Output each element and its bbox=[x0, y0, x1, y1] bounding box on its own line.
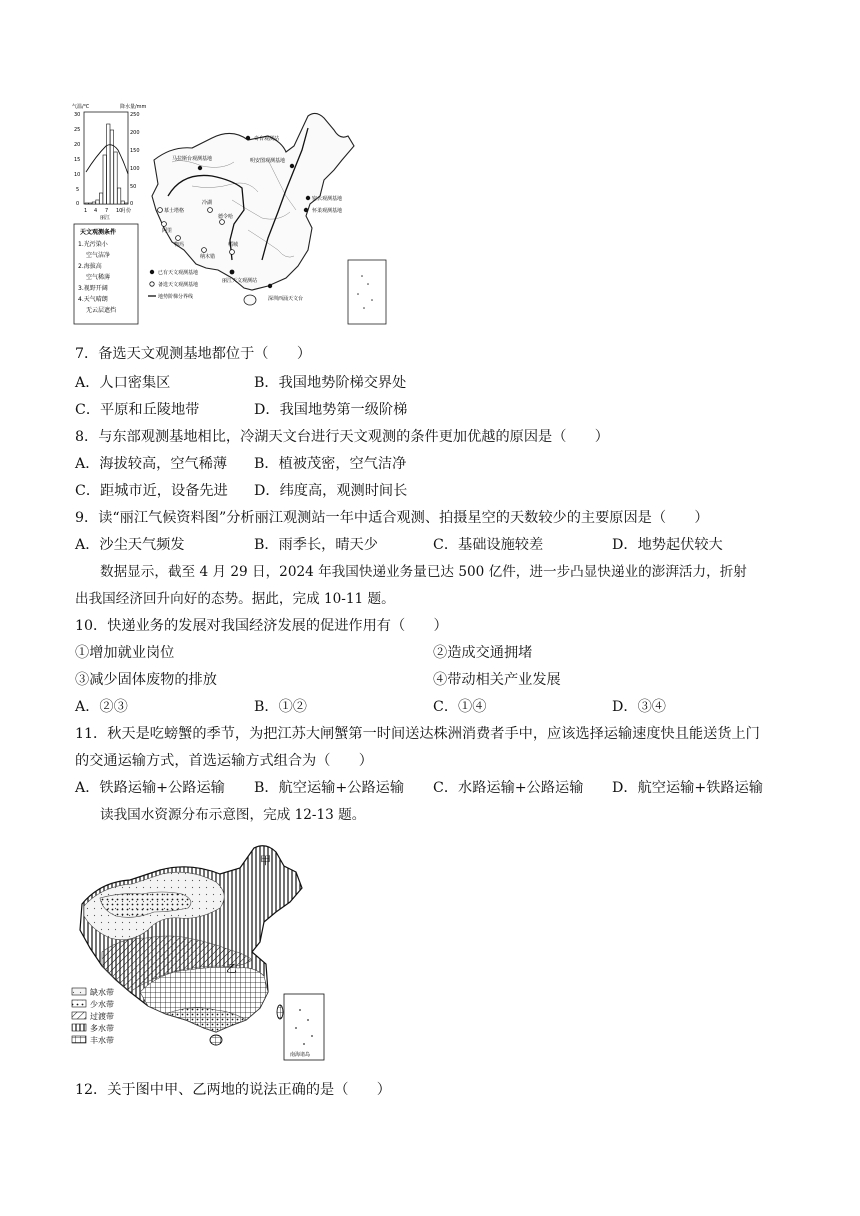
astronomy-map-svg bbox=[72, 100, 392, 332]
inset-label: 南海诸岛 bbox=[290, 1052, 311, 1058]
q10-statement-3: ③减少固体废物的排放 bbox=[75, 672, 217, 688]
lijiang-climate-chart bbox=[72, 103, 147, 221]
left-axis-label: 气温/℃ bbox=[72, 104, 90, 110]
q8-option-d[interactable]: D．纬度高，观测时间长 bbox=[254, 483, 408, 499]
q11-option-b[interactable]: B．航空运输+公路运输 bbox=[254, 780, 405, 796]
q9-option-d[interactable]: D．地势起伏较大 bbox=[612, 537, 723, 553]
site-label: 丽江天文观测站 bbox=[222, 278, 258, 284]
condition-line: 空气稀薄 bbox=[86, 274, 111, 281]
left-tick: 15 bbox=[74, 157, 81, 163]
left-tick: 5 bbox=[76, 187, 80, 193]
q9-option-b[interactable]: B．雨季长，晴天少 bbox=[254, 537, 378, 553]
site-label: 明安图观测基地 bbox=[250, 158, 286, 164]
observation-conditions-box bbox=[74, 224, 138, 324]
legend-existing: 已有天文观测基地 bbox=[158, 270, 199, 276]
left-tick: 0 bbox=[76, 201, 80, 207]
q10-option-d[interactable]: D．③④ bbox=[612, 699, 666, 715]
q8-option-a[interactable]: A．海拔较高，空气稀薄 bbox=[75, 456, 228, 472]
q11-option-d[interactable]: D．航空运输+铁路运输 bbox=[612, 780, 763, 796]
station-name: 丽江 bbox=[100, 215, 111, 221]
site-label: 深圳西涌天文台 bbox=[268, 296, 304, 302]
q7-option-c[interactable]: C．平原和丘陵地带 bbox=[75, 402, 200, 418]
passage1-line2: 出我国经济回升向好的态势。据此，完成 10-11 题。 bbox=[75, 591, 395, 607]
legend-item: 多水带 bbox=[90, 1024, 114, 1033]
q8-option-c[interactable]: C．距城市近，设备先进 bbox=[75, 483, 228, 499]
map-legend bbox=[148, 269, 198, 300]
condition-line: 4.天气晴朗 bbox=[78, 296, 108, 303]
q7-option-d[interactable]: D．我国地势第一级阶梯 bbox=[254, 402, 408, 418]
left-tick: 10 bbox=[74, 172, 81, 178]
q8-option-b[interactable]: B．植被茂密，空气洁净 bbox=[254, 456, 407, 472]
label-yi: 乙 bbox=[226, 962, 237, 975]
legend-item: 缺水带 bbox=[90, 988, 114, 997]
q11-option-a[interactable]: A．铁路运输+公路运输 bbox=[75, 780, 225, 796]
left-tick: 25 bbox=[74, 127, 81, 133]
water-map-svg bbox=[70, 842, 330, 1064]
x-tick: 10 bbox=[116, 208, 123, 214]
x-tick: 1 bbox=[84, 208, 88, 214]
site-label: 物玛 bbox=[174, 242, 185, 248]
site-label: 冷湖 bbox=[202, 200, 213, 206]
legend-boundary: 地势阶梯分界线 bbox=[158, 294, 194, 300]
south-china-sea-inset-2 bbox=[284, 994, 324, 1060]
water-legend bbox=[72, 987, 114, 1045]
site-label: 纳木错 bbox=[200, 254, 216, 260]
q11-stem-line1: 11．秋天是吃螃蟹的季节，为把江苏大闸蟹第一时间送达株洲消费者手中，应该选择运输速度快且能送货上门 bbox=[75, 726, 760, 742]
legend-candidate: 备选天文观测基地 bbox=[158, 282, 199, 288]
figure-water-resources-map bbox=[70, 842, 330, 1064]
condition-line: 2.海拔高 bbox=[78, 263, 102, 270]
q7-stem: 7．备选天文观测基地都位于（ ） bbox=[75, 346, 312, 362]
right-tick: 100 bbox=[130, 166, 140, 172]
passage1-line1: 数据显示，截至 4 月 29 日，2024 年我国快递业务量已达 500 亿件，进一步凸显快递业的澎湃活力，折射 bbox=[100, 564, 747, 580]
q9-option-a[interactable]: A．沙尘天气频发 bbox=[75, 537, 185, 553]
site-label: 怀柔观测基地 bbox=[312, 208, 343, 214]
condition-line: 无云层遮挡 bbox=[86, 307, 117, 314]
q10-option-b[interactable]: B．①② bbox=[254, 699, 307, 715]
site-label: 德令哈 bbox=[218, 214, 234, 220]
q10-option-c[interactable]: C．①④ bbox=[433, 699, 487, 715]
q12-stem: 12．关于图中甲、乙两地的说法正确的是（ ） bbox=[75, 1082, 391, 1098]
q10-stem: 10．快递业务的发展对我国经济发展的促进作用有（ ） bbox=[75, 618, 448, 634]
site-label: 奇台观测站 bbox=[254, 136, 280, 142]
label-jia: 甲 bbox=[260, 854, 271, 867]
q11-option-c[interactable]: C．水路运输+公路运输 bbox=[433, 780, 584, 796]
q7-option-b[interactable]: B．我国地势阶梯交界处 bbox=[254, 375, 407, 391]
legend-item: 丰水带 bbox=[90, 1036, 114, 1045]
right-tick: 150 bbox=[130, 148, 140, 154]
q10-statement-1: ①增加就业岗位 bbox=[75, 645, 175, 661]
condition-line: 空气洁净 bbox=[86, 252, 111, 259]
q7-option-a[interactable]: A．人口密集区 bbox=[75, 375, 171, 391]
x-tick: 4 bbox=[94, 208, 98, 214]
x-tick: 月份 bbox=[121, 208, 132, 214]
right-tick: 250 bbox=[130, 112, 140, 118]
legend-item: 少水带 bbox=[90, 1000, 114, 1009]
x-tick: 7 bbox=[105, 208, 109, 214]
q11-stem-line2: 的交通运输方式，首选运输方式组合为（ ） bbox=[75, 753, 373, 769]
q9-option-c[interactable]: C．基础设施较差 bbox=[433, 537, 544, 553]
condition-line: 3.视野开阔 bbox=[78, 285, 108, 292]
legend-item: 过渡带 bbox=[90, 1012, 114, 1021]
q10-option-a[interactable]: A．②③ bbox=[75, 699, 128, 715]
q10-statement-4: ④带动相关产业发展 bbox=[433, 672, 561, 688]
passage2: 读我国水资源分布示意图，完成 12-13 题。 bbox=[100, 807, 366, 823]
left-tick: 30 bbox=[74, 112, 81, 118]
site-label: 稻城 bbox=[228, 242, 239, 248]
site-label: 阿里 bbox=[162, 228, 173, 234]
site-label: 慕士塔格 bbox=[164, 208, 185, 214]
right-tick: 0 bbox=[130, 201, 134, 207]
q10-statement-2: ②造成交通拥堵 bbox=[433, 645, 533, 661]
figure-astronomy-map bbox=[72, 100, 392, 332]
right-tick: 50 bbox=[130, 184, 137, 190]
right-tick: 200 bbox=[130, 130, 140, 136]
left-tick: 20 bbox=[74, 142, 81, 148]
site-label: 马拉斯台观测基地 bbox=[172, 156, 213, 162]
south-china-sea-inset bbox=[348, 260, 386, 324]
right-axis-label: 降水量/mm bbox=[120, 104, 147, 110]
conditions-title: 天文观测条件 bbox=[80, 229, 117, 236]
condition-line: 1.光污染小 bbox=[78, 241, 108, 248]
q9-stem: 9．读“丽江气候资料图”分析丽江观测站一年中适合观测、拍摄星空的天数较少的主要原因是（ ） bbox=[75, 510, 709, 526]
site-label: 密云观测基地 bbox=[312, 196, 343, 202]
china-outline-map bbox=[152, 113, 354, 305]
q8-stem: 8．与东部观测基地相比，冷湖天文台进行天文观测的条件更加优越的原因是（ ） bbox=[75, 429, 609, 445]
